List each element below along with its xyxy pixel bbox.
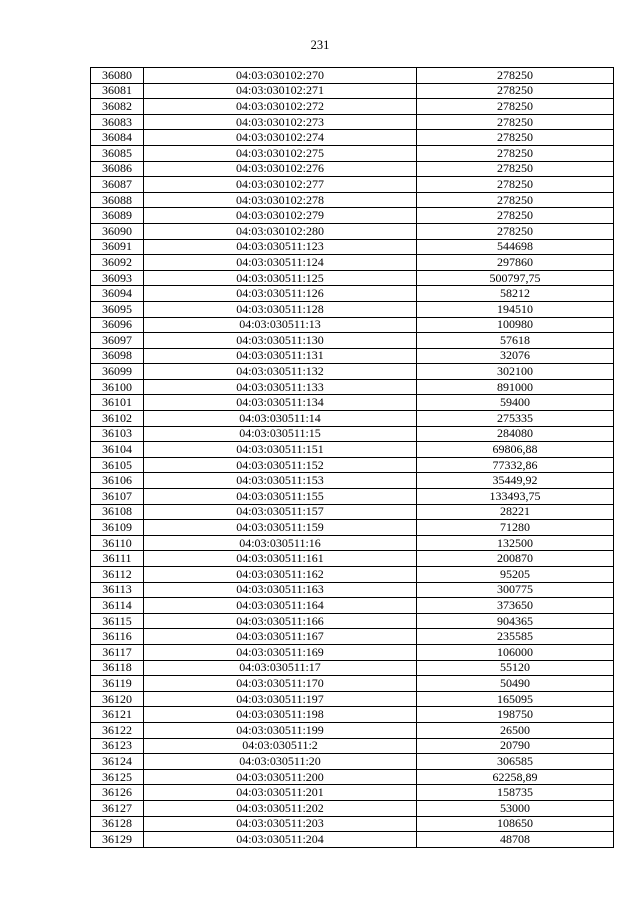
value-cell: 194510 <box>417 301 614 317</box>
table-row <box>91 598 614 614</box>
cadastral-number-cell: 04:03:030511:197 <box>144 691 417 707</box>
cadastral-number-cell: 04:03:030511:200 <box>144 769 417 785</box>
cadastral-number-cell: 04:03:030511:152 <box>144 457 417 473</box>
table-row <box>91 582 614 598</box>
cadastral-number-cell: 04:03:030102:280 <box>144 223 417 239</box>
table-row <box>91 130 614 146</box>
row-number-cell: 36102 <box>91 411 144 427</box>
value-cell: 544698 <box>417 239 614 255</box>
table-row <box>91 411 614 427</box>
registry-table-body <box>91 68 614 848</box>
value-cell: 95205 <box>417 567 614 583</box>
table-row <box>91 473 614 489</box>
row-number-cell: 36105 <box>91 457 144 473</box>
row-number-cell: 36099 <box>91 364 144 380</box>
cadastral-number-cell: 04:03:030102:274 <box>144 130 417 146</box>
value-cell: 48708 <box>417 832 614 848</box>
cadastral-number-cell: 04:03:030511:199 <box>144 722 417 738</box>
cadastral-number-cell: 04:03:030511:131 <box>144 348 417 364</box>
row-number-cell: 36085 <box>91 145 144 161</box>
cadastral-number-cell: 04:03:030511:20 <box>144 754 417 770</box>
value-cell: 278250 <box>417 177 614 193</box>
table-row <box>91 68 614 84</box>
table-row <box>91 145 614 161</box>
row-number-cell: 36107 <box>91 489 144 505</box>
cadastral-number-cell: 04:03:030511:203 <box>144 816 417 832</box>
table-row <box>91 676 614 692</box>
value-cell: 53000 <box>417 800 614 816</box>
row-number-cell: 36093 <box>91 270 144 286</box>
table-row <box>91 660 614 676</box>
row-number-cell: 36091 <box>91 239 144 255</box>
table-row <box>91 442 614 458</box>
table-row <box>91 364 614 380</box>
cadastral-number-cell: 04:03:030102:272 <box>144 99 417 115</box>
table-row <box>91 644 614 660</box>
cadastral-number-cell: 04:03:030511:126 <box>144 286 417 302</box>
table-row <box>91 379 614 395</box>
value-cell: 302100 <box>417 364 614 380</box>
cadastral-number-cell: 04:03:030102:277 <box>144 177 417 193</box>
row-number-cell: 36116 <box>91 629 144 645</box>
table-row <box>91 551 614 567</box>
row-number-cell: 36103 <box>91 426 144 442</box>
table-row <box>91 489 614 505</box>
value-cell: 69806,88 <box>417 442 614 458</box>
cadastral-number-cell: 04:03:030511:166 <box>144 613 417 629</box>
row-number-cell: 36127 <box>91 800 144 816</box>
row-number-cell: 36087 <box>91 177 144 193</box>
value-cell: 59400 <box>417 395 614 411</box>
table-row <box>91 114 614 130</box>
cadastral-number-cell: 04:03:030511:169 <box>144 644 417 660</box>
value-cell: 297860 <box>417 255 614 271</box>
registry-table <box>90 67 614 848</box>
row-number-cell: 36125 <box>91 769 144 785</box>
value-cell: 35449,92 <box>417 473 614 489</box>
table-row <box>91 520 614 536</box>
cadastral-number-cell: 04:03:030511:13 <box>144 317 417 333</box>
row-number-cell: 36121 <box>91 707 144 723</box>
value-cell: 278250 <box>417 161 614 177</box>
table-row <box>91 99 614 115</box>
cadastral-number-cell: 04:03:030511:2 <box>144 738 417 754</box>
table-row <box>91 255 614 271</box>
value-cell: 106000 <box>417 644 614 660</box>
row-number-cell: 36112 <box>91 567 144 583</box>
value-cell: 200870 <box>417 551 614 567</box>
table-row <box>91 707 614 723</box>
table-row <box>91 426 614 442</box>
table-row <box>91 348 614 364</box>
cadastral-number-cell: 04:03:030102:275 <box>144 145 417 161</box>
value-cell: 275335 <box>417 411 614 427</box>
table-row <box>91 535 614 551</box>
row-number-cell: 36128 <box>91 816 144 832</box>
row-number-cell: 36084 <box>91 130 144 146</box>
cadastral-number-cell: 04:03:030511:161 <box>144 551 417 567</box>
row-number-cell: 36117 <box>91 644 144 660</box>
row-number-cell: 36101 <box>91 395 144 411</box>
table-row <box>91 567 614 583</box>
value-cell: 278250 <box>417 99 614 115</box>
value-cell: 373650 <box>417 598 614 614</box>
value-cell: 132500 <box>417 535 614 551</box>
cadastral-number-cell: 04:03:030511:201 <box>144 785 417 801</box>
table-row <box>91 457 614 473</box>
table-row <box>91 161 614 177</box>
table-row <box>91 177 614 193</box>
value-cell: 71280 <box>417 520 614 536</box>
table-row <box>91 83 614 99</box>
table-row <box>91 192 614 208</box>
cadastral-number-cell: 04:03:030511:15 <box>144 426 417 442</box>
row-number-cell: 36120 <box>91 691 144 707</box>
table-row <box>91 223 614 239</box>
cadastral-number-cell: 04:03:030511:167 <box>144 629 417 645</box>
cadastral-number-cell: 04:03:030511:151 <box>144 442 417 458</box>
value-cell: 62258,89 <box>417 769 614 785</box>
table-row <box>91 629 614 645</box>
value-cell: 278250 <box>417 223 614 239</box>
table-row <box>91 769 614 785</box>
cadastral-number-cell: 04:03:030511:132 <box>144 364 417 380</box>
table-row <box>91 785 614 801</box>
cadastral-number-cell: 04:03:030511:130 <box>144 333 417 349</box>
value-cell: 108650 <box>417 816 614 832</box>
value-cell: 20790 <box>417 738 614 754</box>
row-number-cell: 36083 <box>91 114 144 130</box>
cadastral-number-cell: 04:03:030511:204 <box>144 832 417 848</box>
value-cell: 300775 <box>417 582 614 598</box>
row-number-cell: 36113 <box>91 582 144 598</box>
cadastral-number-cell: 04:03:030511:128 <box>144 301 417 317</box>
table-row <box>91 722 614 738</box>
value-cell: 235585 <box>417 629 614 645</box>
row-number-cell: 36106 <box>91 473 144 489</box>
row-number-cell: 36094 <box>91 286 144 302</box>
value-cell: 57618 <box>417 333 614 349</box>
cadastral-number-cell: 04:03:030511:155 <box>144 489 417 505</box>
table-row <box>91 301 614 317</box>
row-number-cell: 36100 <box>91 379 144 395</box>
cadastral-number-cell: 04:03:030511:164 <box>144 598 417 614</box>
row-number-cell: 36118 <box>91 660 144 676</box>
row-number-cell: 36104 <box>91 442 144 458</box>
table-row <box>91 286 614 302</box>
value-cell: 278250 <box>417 83 614 99</box>
value-cell: 500797,75 <box>417 270 614 286</box>
value-cell: 278250 <box>417 130 614 146</box>
cadastral-number-cell: 04:03:030511:125 <box>144 270 417 286</box>
table-row <box>91 754 614 770</box>
cadastral-number-cell: 04:03:030511:162 <box>144 567 417 583</box>
value-cell: 26500 <box>417 722 614 738</box>
cadastral-number-cell: 04:03:030511:159 <box>144 520 417 536</box>
cadastral-number-cell: 04:03:030511:170 <box>144 676 417 692</box>
cadastral-number-cell: 04:03:030511:134 <box>144 395 417 411</box>
value-cell: 32076 <box>417 348 614 364</box>
row-number-cell: 36129 <box>91 832 144 848</box>
value-cell: 891000 <box>417 379 614 395</box>
value-cell: 198750 <box>417 707 614 723</box>
cadastral-number-cell: 04:03:030511:133 <box>144 379 417 395</box>
cadastral-number-cell: 04:03:030511:14 <box>144 411 417 427</box>
cadastral-number-cell: 04:03:030511:16 <box>144 535 417 551</box>
table-row <box>91 832 614 848</box>
value-cell: 58212 <box>417 286 614 302</box>
value-cell: 284080 <box>417 426 614 442</box>
cadastral-number-cell: 04:03:030511:198 <box>144 707 417 723</box>
value-cell: 278250 <box>417 208 614 224</box>
table-row <box>91 691 614 707</box>
row-number-cell: 36110 <box>91 535 144 551</box>
row-number-cell: 36097 <box>91 333 144 349</box>
table-row <box>91 239 614 255</box>
cadastral-number-cell: 04:03:030102:278 <box>144 192 417 208</box>
value-cell: 278250 <box>417 114 614 130</box>
table-row <box>91 333 614 349</box>
value-cell: 100980 <box>417 317 614 333</box>
row-number-cell: 36092 <box>91 255 144 271</box>
row-number-cell: 36124 <box>91 754 144 770</box>
row-number-cell: 36096 <box>91 317 144 333</box>
table-row <box>91 317 614 333</box>
row-number-cell: 36086 <box>91 161 144 177</box>
table-row <box>91 395 614 411</box>
value-cell: 133493,75 <box>417 489 614 505</box>
row-number-cell: 36123 <box>91 738 144 754</box>
row-number-cell: 36095 <box>91 301 144 317</box>
value-cell: 278250 <box>417 192 614 208</box>
table-row <box>91 613 614 629</box>
row-number-cell: 36126 <box>91 785 144 801</box>
table-row <box>91 270 614 286</box>
row-number-cell: 36111 <box>91 551 144 567</box>
cadastral-number-cell: 04:03:030511:202 <box>144 800 417 816</box>
value-cell: 77332,86 <box>417 457 614 473</box>
row-number-cell: 36108 <box>91 504 144 520</box>
row-number-cell: 36122 <box>91 722 144 738</box>
row-number-cell: 36088 <box>91 192 144 208</box>
row-number-cell: 36109 <box>91 520 144 536</box>
value-cell: 158735 <box>417 785 614 801</box>
cadastral-number-cell: 04:03:030511:123 <box>144 239 417 255</box>
value-cell: 55120 <box>417 660 614 676</box>
value-cell: 28221 <box>417 504 614 520</box>
table-row <box>91 738 614 754</box>
cadastral-number-cell: 04:03:030102:271 <box>144 83 417 99</box>
cadastral-number-cell: 04:03:030511:163 <box>144 582 417 598</box>
value-cell: 306585 <box>417 754 614 770</box>
cadastral-number-cell: 04:03:030511:124 <box>144 255 417 271</box>
row-number-cell: 36114 <box>91 598 144 614</box>
cadastral-number-cell: 04:03:030102:270 <box>144 68 417 84</box>
row-number-cell: 36119 <box>91 676 144 692</box>
row-number-cell: 36080 <box>91 68 144 84</box>
cadastral-number-cell: 04:03:030102:273 <box>144 114 417 130</box>
table-row <box>91 208 614 224</box>
table-row <box>91 800 614 816</box>
cadastral-number-cell: 04:03:030102:276 <box>144 161 417 177</box>
value-cell: 904365 <box>417 613 614 629</box>
value-cell: 278250 <box>417 68 614 84</box>
cadastral-number-cell: 04:03:030511:17 <box>144 660 417 676</box>
table-row <box>91 816 614 832</box>
cadastral-number-cell: 04:03:030511:157 <box>144 504 417 520</box>
value-cell: 278250 <box>417 145 614 161</box>
value-cell: 50490 <box>417 676 614 692</box>
page-number: 231 <box>310 38 330 52</box>
row-number-cell: 36082 <box>91 99 144 115</box>
row-number-cell: 36090 <box>91 223 144 239</box>
cadastral-number-cell: 04:03:030511:153 <box>144 473 417 489</box>
row-number-cell: 36098 <box>91 348 144 364</box>
row-number-cell: 36089 <box>91 208 144 224</box>
row-number-cell: 36081 <box>91 83 144 99</box>
row-number-cell: 36115 <box>91 613 144 629</box>
table-row <box>91 504 614 520</box>
value-cell: 165095 <box>417 691 614 707</box>
cadastral-number-cell: 04:03:030102:279 <box>144 208 417 224</box>
